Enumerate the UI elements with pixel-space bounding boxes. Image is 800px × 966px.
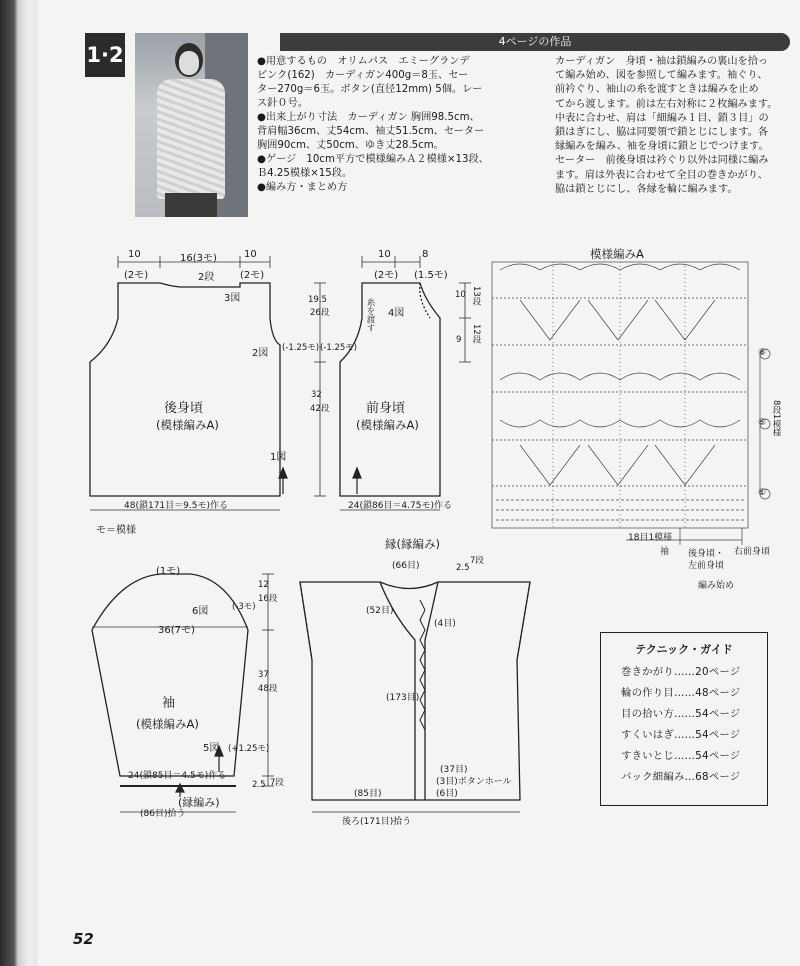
instruction-line: て編み始め、図を参照して編みます。袖ぐり、 xyxy=(555,70,768,82)
border-buttonhole: (3目)ボタンホール xyxy=(436,777,512,787)
border-hem85: (85目) xyxy=(354,789,382,799)
pattern-mark8: ⑧ xyxy=(758,348,767,358)
materials-line: ●編み方・まとめ方 xyxy=(257,182,348,193)
sleeve-r-bot: 2.5 xyxy=(252,780,266,790)
materials-line: Ｂ4.25模様×15段。 xyxy=(257,168,353,179)
pattern-start: 編み始め xyxy=(698,581,735,591)
sleeve-title: 袖 xyxy=(162,696,176,711)
materials-line: ●ゲージ 10cm平方で模様編みＡ２模様×13段、 xyxy=(257,154,489,165)
back-fig3: 3図 xyxy=(224,293,241,304)
pattern-right-front: 右前身頃 xyxy=(734,547,771,557)
sleeve-increase: (+1.25モ) xyxy=(228,744,270,754)
back-side-top-rows: 26段 xyxy=(310,308,330,318)
instruction-line: 前衿ぐり、袖山の糸を渡すときは編みを止め xyxy=(555,84,759,96)
border-left-52: (52目) xyxy=(366,606,394,616)
sleeve-edge: (縁編み) xyxy=(178,796,220,809)
materials-line: 胸囲90cm、丈50cm、ゆき丈28.5cm。 xyxy=(257,140,444,151)
pattern-mark5: ⑤ xyxy=(758,418,767,428)
front-fig4: 4図 xyxy=(388,308,405,319)
back-subtitle: (模様編みA) xyxy=(156,418,219,432)
sleeve-fig5: 5図 xyxy=(203,743,220,754)
materials-line: ●用意するもの オリムパス エミーグランデ xyxy=(257,56,470,67)
back-bottom: 48(鎖171目＝9.5モ)作る xyxy=(124,501,228,511)
back-side-bot: 32 xyxy=(311,390,322,400)
front-right-top: 10 xyxy=(455,290,466,300)
sleeve-outline xyxy=(92,574,248,776)
instruction-line: セーター 前後身頃は衿ぐり以外は同様に編み xyxy=(555,155,769,167)
sleeve-r-top-rows: 16段 xyxy=(258,594,278,604)
back-top-left: 10 xyxy=(128,249,141,260)
materials-line: ス針０号。 xyxy=(257,98,308,109)
sleeve-pick: (86目)拾う xyxy=(140,809,186,819)
pattern-title: 模様編みA xyxy=(590,247,644,261)
sleeve-top: (1モ) xyxy=(156,566,181,577)
back-top-right: 10 xyxy=(244,249,257,260)
border-right-4: (4目) xyxy=(434,619,456,629)
back-body-outline xyxy=(90,283,280,496)
guide-item: 目の拾い方……54ページ xyxy=(621,708,741,720)
sleeve-fig6: 6図 xyxy=(192,606,209,617)
sleeve-bottom: 24(鎖85目＝4.5モ)作る xyxy=(128,771,227,781)
pattern-mark1: ① xyxy=(758,488,767,498)
legend-text: モ＝模様 xyxy=(96,525,136,536)
border-title: 縁(縁編み) xyxy=(385,537,440,551)
pattern-sleeve-label: 袖 xyxy=(660,547,670,557)
pattern-bottom: 18目1模様 xyxy=(628,533,673,543)
materials-line: ●出来上がり寸法 カーディガン 胸囲98.5cm、 xyxy=(257,112,480,123)
sleeve-r-mid: 37 xyxy=(258,670,269,680)
page-number: 52 xyxy=(73,930,94,948)
front-bottom: 24(鎖86目＝4.75モ)作る xyxy=(348,501,452,511)
section-header: 4ページの作品 xyxy=(280,33,790,51)
back-top-right-sub: (2モ) xyxy=(240,270,265,281)
materials-line: ター270g＝6玉。ボタン(直径12mm) 5個。レー xyxy=(257,84,483,95)
instruction-line: 脇は鎖とじにし、各縁を輪に編みます。 xyxy=(555,183,738,195)
back-top-mid: 16(3モ) xyxy=(180,253,217,264)
sleeve-r-mid-rows: 48段 xyxy=(258,684,278,694)
materials-line: 背肩幅36cm、丈54cm、袖丈51.5cm、セーター xyxy=(257,126,485,137)
border-front-173: (173目) xyxy=(386,693,420,703)
border-neck-rows: 2.5 xyxy=(456,563,470,573)
back-title: 後身頃 xyxy=(164,401,204,416)
front-top-right-sub: (1.5モ) xyxy=(414,270,448,281)
back-top-mid-sub: 2段 xyxy=(198,272,215,283)
sleeve-r-bot-rows: 7段 xyxy=(270,778,284,788)
guide-item: 輪の作り目……48ページ xyxy=(621,687,741,699)
instruction-line: 縁編みを編み、袖を身頃に鎖とじでつけます。 xyxy=(555,141,769,153)
guide-item: すくいはぎ……54ページ xyxy=(621,729,741,741)
front-side-note: 糸を渡す xyxy=(365,298,375,332)
front-top-left-sub: (2モ) xyxy=(374,270,399,281)
guide-item: 巻きかがり……20ページ xyxy=(621,666,741,678)
front-right-mid: 9 xyxy=(456,335,462,345)
pattern-side: 8段1模様 xyxy=(771,400,781,437)
instruction-line: 鎖はぎにし、脇は同要領で鎖とじにします。各 xyxy=(555,127,769,139)
pattern-back-label: 後身頃・ xyxy=(688,549,725,559)
back-top-left-sub: (2モ) xyxy=(124,270,149,281)
sleeve-r-top: 12 xyxy=(258,580,269,590)
instruction-line: カーディガン 身頃・袖は鎖編みの裏山を拾っ xyxy=(555,56,769,67)
technique-guide-box xyxy=(600,632,768,806)
border-b6: (6目) xyxy=(436,789,458,799)
back-side-bot-rows: 42段 xyxy=(310,404,330,414)
front-top-left: 10 xyxy=(378,249,391,260)
materials-line: ピンク(162) カーディガン400g＝8玉、セー xyxy=(257,70,469,81)
front-title: 前身頃 xyxy=(366,401,406,416)
sleeve-decrease: (-3モ) xyxy=(232,602,256,612)
front-right-mid-rows: 12段 xyxy=(471,324,481,344)
pattern-back-label2: 左前身頃 xyxy=(688,561,725,571)
instruction-line: ます。肩は外表に合わせて全目の巻きかがり、 xyxy=(555,169,769,181)
border-bottom: 後ろ(171目)拾う xyxy=(342,817,412,827)
back-decrease: (-1.25モ) xyxy=(282,343,320,353)
front-top-right: 8 xyxy=(422,249,429,260)
front-decrease: (-1.25モ) xyxy=(320,343,358,353)
sleeve-subtitle: (模様編みA) xyxy=(136,717,199,731)
crochet-pattern-chart xyxy=(492,262,770,545)
sleeve-width: 36(7モ) xyxy=(158,625,195,636)
pattern-number-badge: 1·2 xyxy=(85,33,125,77)
front-right-top-rows: 13段 xyxy=(471,286,481,306)
back-side-top: 19.5 xyxy=(308,295,327,305)
guide-title: テクニック・ガイド xyxy=(635,643,733,656)
instruction-line: 中表に合わせ、肩は「細編み１目、鎖３目」の xyxy=(555,112,769,124)
instruction-line: てから渡します。前は左右対称に２枚編みます。 xyxy=(555,98,778,110)
back-fig2: 2図 xyxy=(252,348,269,359)
border-neck: (66目) xyxy=(392,561,420,571)
front-subtitle: (模様編みA) xyxy=(356,418,419,432)
back-fig1: 1図 xyxy=(270,452,287,463)
border-b37: (37目) xyxy=(440,765,468,775)
border-neck-rows2: 7段 xyxy=(470,556,484,566)
guide-item: すきいとじ……54ページ xyxy=(621,750,741,762)
guide-item: バック細編み…68ページ xyxy=(621,771,741,783)
